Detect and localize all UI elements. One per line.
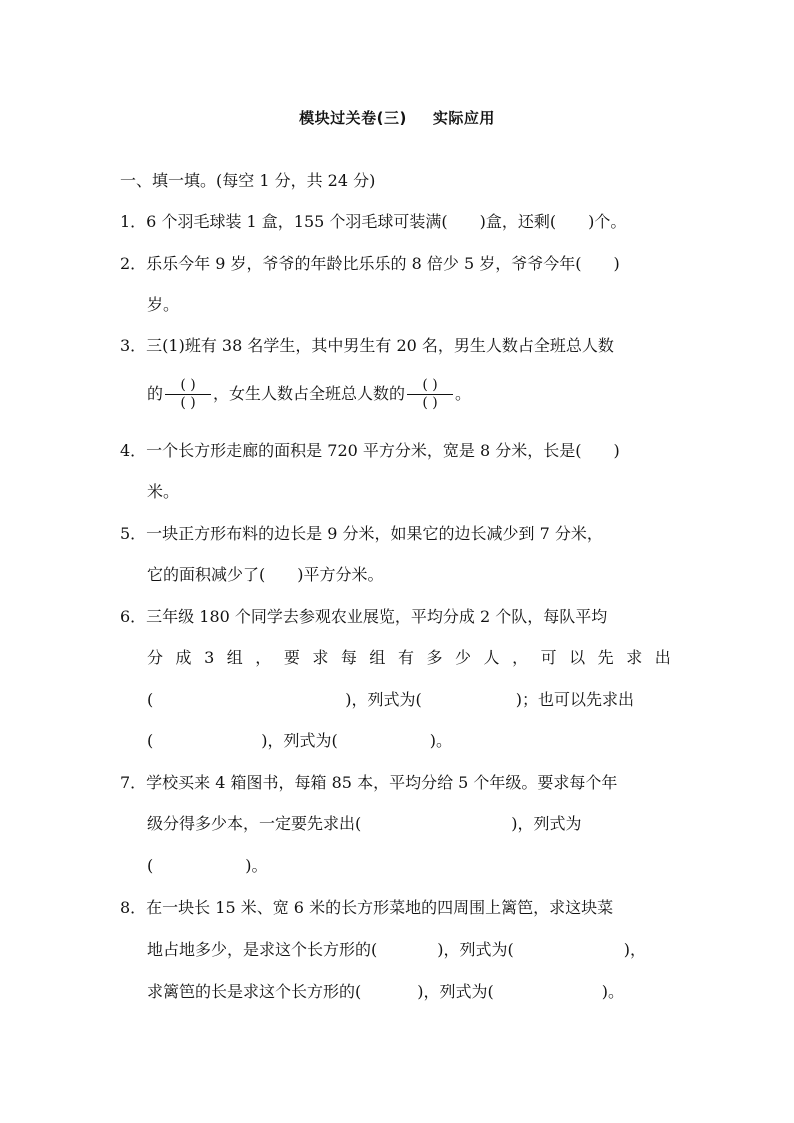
q6-char: 成 xyxy=(175,648,192,667)
q6-char: 出 xyxy=(654,648,671,667)
q8-l2-b: )，列式为( xyxy=(437,940,514,959)
q6-char: 多 xyxy=(426,648,443,667)
q8-l2-a: 地占地多少，是求这个长方形的( xyxy=(147,940,378,959)
question-4-line1: 4．一个长方形走廊的面积是 720 平方分米，宽是 8 分米，长是( ) xyxy=(120,441,620,460)
q6-l4-b: )，列式为( xyxy=(261,731,338,750)
fraction-blank-boys[interactable] xyxy=(165,377,211,412)
q8-l2-c: )， xyxy=(623,940,646,959)
question-6-line1: 6．三年级 180 个同学去参观农业展览，平均分成 2 个队，每队平均 xyxy=(120,607,608,626)
fraction-denominator: ( ) xyxy=(180,395,196,411)
q6-char: 人 xyxy=(483,648,500,667)
q6-l3-c: )；也可以先求出 xyxy=(515,690,634,709)
question-7-line3 xyxy=(147,856,268,876)
question-2-line1: 2．乐乐今年 9 岁，爷爷的年龄比乐乐的 8 倍少 5 岁，爷爷今年( ) xyxy=(120,254,620,273)
q6-char: 先 xyxy=(597,648,614,667)
q6-char: 求 xyxy=(312,648,329,667)
title-part1: 模块过关卷(三) xyxy=(299,109,407,127)
question-6-line2 xyxy=(147,648,671,668)
q6-char: ， xyxy=(255,648,272,667)
q7-l3-b: )。 xyxy=(245,856,268,875)
fraction-numerator: ( ) xyxy=(180,377,196,393)
q7-l3-a: ( xyxy=(147,856,154,875)
q6-l3-a: ( xyxy=(147,690,154,709)
q6-char: 分 xyxy=(147,648,164,667)
title-part2: 实际应用 xyxy=(432,109,495,127)
section-heading: 一、填一填。(每空 1 分，共 24 分) xyxy=(120,171,376,190)
q8-l3-a: 求篱笆的长是求这个长方形的( xyxy=(147,982,362,1001)
q3-post-text: 。 xyxy=(455,384,472,403)
q6-char: 有 xyxy=(397,648,414,667)
q6-char: 少 xyxy=(455,648,472,667)
q6-char: 可 xyxy=(540,648,557,667)
question-8-line3 xyxy=(147,982,624,1002)
q6-l3-b: )，列式为( xyxy=(345,690,422,709)
q6-char: 求 xyxy=(626,648,643,667)
fraction-numerator: ( ) xyxy=(422,377,438,393)
question-7-line2 xyxy=(147,814,582,834)
q8-l3-c: )。 xyxy=(601,982,624,1001)
q6-char: 组 xyxy=(369,648,386,667)
question-5-line1: 5．一块正方形布料的边长是 9 分米，如果它的边长减少到 7 分米， xyxy=(120,524,603,543)
fraction-blank-girls[interactable] xyxy=(407,377,453,412)
question-7-line1: 7．学校买来 4 箱图书，每箱 85 本，平均分给 5 个年级。要求每个年 xyxy=(120,773,618,792)
q6-char: 3 xyxy=(204,648,215,667)
q6-char: 要 xyxy=(283,648,300,667)
q6-char: 每 xyxy=(340,648,357,667)
q3-pre-text: 的 xyxy=(147,384,164,403)
fraction-denominator: ( ) xyxy=(422,395,438,411)
question-4-line2: 米。 xyxy=(147,482,180,501)
question-6-line3 xyxy=(147,690,634,710)
q6-l4-c: )。 xyxy=(429,731,452,750)
q6-char: 组 xyxy=(226,648,243,667)
q7-l2-a: 级分得多少本，一定要先求出( xyxy=(147,814,362,833)
q6-l4-a: ( xyxy=(147,731,154,750)
q7-l2-b: )，列式为 xyxy=(511,814,582,833)
question-2-line2: 岁。 xyxy=(147,295,180,314)
question-8-line2 xyxy=(147,940,646,960)
question-5-line2: 它的面积减少了( )平方分米。 xyxy=(147,565,384,584)
q6-char: ， xyxy=(512,648,529,667)
question-6-line4 xyxy=(147,731,452,751)
q3-mid-text: ，女生人数占全班总人数的 xyxy=(213,384,406,403)
question-1: 1．6 个羽毛球装 1 盒，155 个羽毛球可装满( )盒，还剩( )个。 xyxy=(120,212,627,231)
q6-char: 以 xyxy=(569,648,586,667)
question-8-line1: 8．在一块长 15 米、宽 6 米的长方形菜地的四周围上篱笆，求这块菜 xyxy=(120,898,614,917)
question-3-line1: 3．三(1)班有 38 名学生，其中男生有 20 名，男生人数占全班总人数 xyxy=(120,336,614,355)
page-title xyxy=(0,107,794,128)
q8-l3-b: )，列式为( xyxy=(417,982,494,1001)
question-3-line2 xyxy=(147,374,471,414)
